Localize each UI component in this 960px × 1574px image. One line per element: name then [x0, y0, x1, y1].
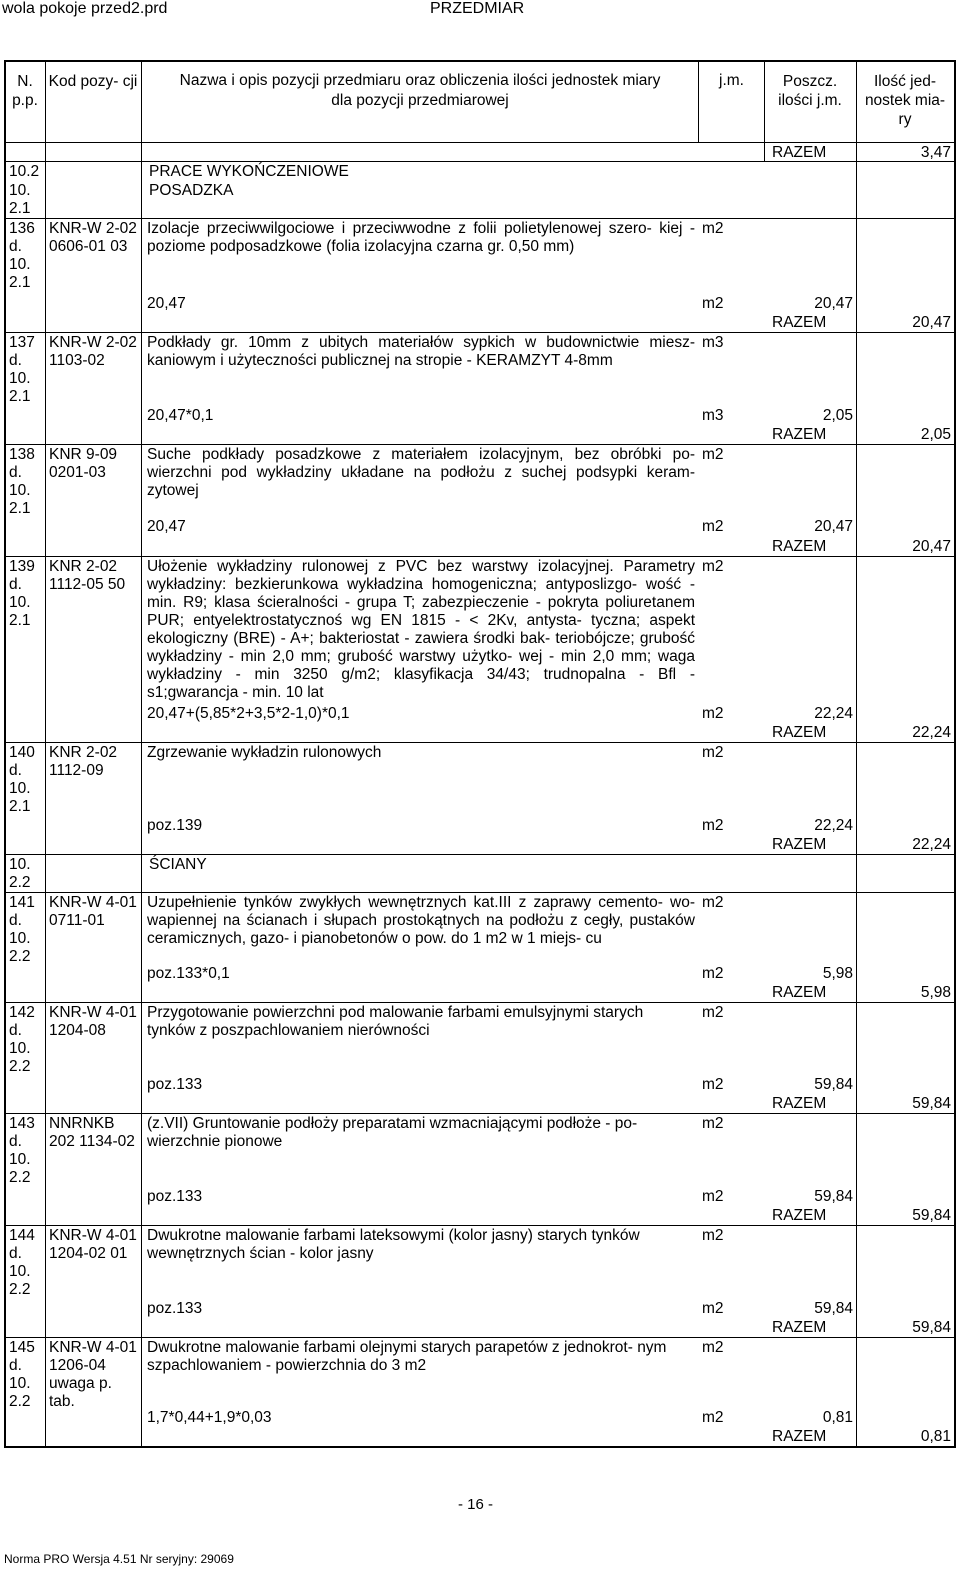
- item-kod: NNRNKB 202 1134-02: [49, 1115, 135, 1150]
- row-divider: [6, 892, 954, 893]
- section-np: 10. 2.2: [9, 856, 31, 891]
- section-np: 10. 2.1: [9, 182, 31, 217]
- item-calc-jm: m2: [702, 965, 724, 982]
- section-title: ŚCIANY: [149, 856, 207, 873]
- item-opis: Zgrzewanie wykładzin rulonowych: [147, 744, 382, 761]
- razem-label: RAZEM: [772, 314, 827, 331]
- item-calc: 20,47+(5,85*2+3,5*2-1,0)*0,1: [147, 705, 350, 722]
- item-opis: Izolacje przeciwwilgociowe i przeciwwodne z folii polietylenowej szero- kiej - poziome podposadzkowe (folia izolacyjna czarna gr. 0,50 mm): [147, 220, 695, 255]
- item-calc-value: 20,47: [814, 518, 853, 535]
- item-kod: KNR 2-02 1112-09: [49, 744, 118, 779]
- item-opis: Dwukrotne malowanie farbami lateksowymi (kolor jasny) starych tynków wewnętrznych ścian - kolor jasny: [147, 1227, 640, 1262]
- header-divider: [6, 142, 954, 143]
- row-divider: [6, 1337, 954, 1338]
- item-calc-jm: m2: [702, 1076, 724, 1093]
- row-divider: [6, 742, 954, 743]
- item-calc-value: 59,84: [814, 1076, 853, 1093]
- razem-label: RAZEM: [772, 1207, 827, 1224]
- razem-label: RAZEM: [772, 836, 827, 853]
- razem-value: 20,47: [912, 538, 951, 555]
- item-kod: KNR 9-09 0201-03: [49, 446, 118, 481]
- col-opis-header: Nazwa i opis pozycji przedmiaru oraz obliczenia ilości jednostek miary: [179, 72, 661, 89]
- item-calc-jm: m2: [702, 705, 724, 722]
- razem-label: RAZEM: [772, 144, 827, 161]
- item-np: 144 d. 10. 2.2: [9, 1227, 35, 1298]
- item-kod: KNR-W 2-02 1103-02: [49, 334, 137, 369]
- item-opis: Uzupełnienie tynków zwykłych wewnętrznych kat.III z zaprawy cemento- wo-wapiennej na ścianach i słupach prostokątnych na podłożu z cegły, pustaków ceramicznych, gazo- i pianobetonów o pow. do 1 m2 w 1 miejs- cu: [147, 894, 695, 947]
- item-np: 145 d. 10. 2.2: [9, 1339, 35, 1410]
- file-name: wola pokoje przed2.prd: [2, 0, 168, 17]
- col-divider: [45, 62, 46, 1446]
- item-calc-value: 22,24: [814, 705, 853, 722]
- razem-divider: [764, 142, 765, 162]
- item-jm: m2: [702, 894, 724, 911]
- item-kod: KNR-W 4-01 1204-02 01: [49, 1227, 137, 1262]
- razem-value: 2,05: [920, 426, 951, 443]
- row-divider: [6, 444, 954, 445]
- razem-label: RAZEM: [772, 426, 827, 443]
- item-calc: poz.133*0,1: [147, 965, 230, 982]
- item-opis: Ułożenie wykładziny rulonowej z PVC bez warstwy izolacyjnej. Parametry wykładziny: bezkierunkowa wykładzina homogeniczna; antyposlizgo- wość - min. R9; klasa ścieralności - grupa T; zabezpieczenie - pokryta poliuretanem PUR; entyelektrostatycznoś wg EN 1815 - < 2Kv, antysta- tyczna; aspekt ekologiczny (BRE) - A+; bakteriostat - zawiera środki bak- teriobójcze; grubość wykładziny - min 2,0 mm; grubość warstwy użytko- wej - min 2,0 mm; waga wykładziny - min 3250 g/m2; klasyfikacja 34/43; trudnopalna - Bfl - s1;gwarancja - min. 10 lat: [147, 558, 695, 701]
- row-divider: [6, 1113, 954, 1114]
- razem-value: 0,81: [920, 1428, 951, 1445]
- item-np: 140 d. 10. 2.1: [9, 744, 35, 815]
- item-opis: Suche podkłady posadzkowe z materiałem izolacyjnym, bez obróbki po- wierzchni pod wykładziny układane na podłożu z suchej podsypki keram- zytowej: [147, 446, 695, 499]
- item-calc-value: 22,24: [814, 817, 853, 834]
- item-kod: KNR-W 2-02 0606-01 03: [49, 220, 137, 255]
- item-calc-jm: m3: [702, 407, 724, 424]
- section-np: 10.2: [9, 163, 40, 180]
- razem-value: 22,24: [912, 724, 951, 741]
- item-calc-jm: m2: [702, 518, 724, 535]
- razem-label: RAZEM: [772, 984, 827, 1001]
- razem-label: RAZEM: [772, 1319, 827, 1336]
- item-calc: 20,47*0,1: [147, 407, 214, 424]
- item-np: 142 d. 10. 2.2: [9, 1004, 35, 1075]
- item-jm: m3: [702, 334, 724, 351]
- item-jm: m2: [702, 1115, 724, 1132]
- item-jm: m2: [702, 220, 724, 237]
- item-calc-jm: m2: [702, 295, 724, 312]
- item-kod: KNR-W 4-01 0711-01: [49, 894, 137, 929]
- razem-value: 20,47: [912, 314, 951, 331]
- item-kod: KNR-W 4-01 1204-08: [49, 1004, 137, 1039]
- item-calc: poz.133: [147, 1188, 203, 1205]
- razem-label: RAZEM: [772, 1428, 827, 1445]
- row-divider: [6, 556, 954, 557]
- estimate-table: [4, 60, 956, 1448]
- razem-label: RAZEM: [772, 1095, 827, 1112]
- item-calc: 20,47: [147, 295, 186, 312]
- row-divider: [6, 1002, 954, 1003]
- row-divider: [6, 854, 954, 855]
- item-calc: poz.133: [147, 1076, 203, 1093]
- document-title: PRZEDMIAR: [430, 0, 525, 17]
- item-kod: KNR 2-02 1112-05 50: [49, 558, 126, 593]
- col-poszcz-header: Poszcz. ilości j.m.: [778, 73, 842, 109]
- item-calc: 20,47: [147, 518, 186, 535]
- razem-value: 5,98: [920, 984, 951, 1001]
- software-info: Norma PRO Wersja 4.51 Nr seryjny: 29069: [4, 1552, 234, 1566]
- item-calc: poz.139: [147, 817, 203, 834]
- item-calc-jm: m2: [702, 817, 724, 834]
- item-jm: m2: [702, 558, 724, 575]
- item-np: 137 d. 10. 2.1: [9, 334, 35, 405]
- col-kod-header: Kod pozy- cji: [48, 73, 138, 90]
- item-calc-value: 59,84: [814, 1188, 853, 1205]
- row-divider: [6, 1225, 954, 1226]
- razem-value: 22,24: [912, 836, 951, 853]
- col-jm-header: j.m.: [719, 72, 744, 89]
- item-jm: m2: [702, 1227, 724, 1244]
- col-ilosc-header: Ilość jed- nostek mia- ry: [864, 73, 946, 128]
- item-jm: m2: [702, 1004, 724, 1021]
- item-calc: poz.133: [147, 1300, 203, 1317]
- item-calc-value: 5,98: [822, 965, 853, 982]
- item-np: 143 d. 10. 2.2: [9, 1115, 35, 1186]
- row-divider: [6, 332, 954, 333]
- item-opis: Podkłady gr. 10mm z ubitych materiałów sypkich w budownictwie miesz- kaniowym i użyteczności publicznej na stropie - KERAMZYT 4-8mm: [147, 334, 695, 369]
- item-np: 141 d. 10. 2.2: [9, 894, 35, 965]
- item-calc-jm: m2: [702, 1300, 724, 1317]
- razem-label: RAZEM: [772, 538, 827, 555]
- row-divider: [6, 218, 954, 219]
- item-kod: KNR-W 4-01 1206-04 uwaga p. tab.: [49, 1339, 137, 1410]
- item-calc-value: 2,05: [822, 407, 853, 424]
- item-calc-value: 0,81: [822, 1409, 853, 1426]
- page-number: - 16 -: [458, 1496, 494, 1513]
- item-calc: 1,7*0,44+1,9*0,03: [147, 1409, 272, 1426]
- item-opis: Dwukrotne malowanie farbami olejnymi starych parapetów z jednokrot- nym szpachlowaniem - powierzchnia do 3 m2: [147, 1339, 667, 1374]
- item-calc-jm: m2: [702, 1409, 724, 1426]
- col-np-header: N. p.p.: [12, 73, 38, 109]
- item-jm: m2: [702, 1339, 724, 1356]
- razem-value: 59,84: [912, 1319, 951, 1336]
- item-np: 136 d. 10. 2.1: [9, 220, 35, 291]
- item-opis: Przygotowanie powierzchni pod malowanie farbami emulsyjnymi starych tynków z poszpachlowaniem nierówności: [147, 1004, 644, 1039]
- col-divider: [141, 62, 142, 1446]
- razem-label: RAZEM: [772, 724, 827, 741]
- item-np: 139 d. 10. 2.1: [9, 558, 35, 629]
- razem-value: 3,47: [920, 144, 951, 161]
- section-title: PRACE WYKOŃCZENIOWE: [149, 163, 349, 180]
- item-calc-value: 20,47: [814, 295, 853, 312]
- section-title: POSADZKA: [149, 182, 234, 199]
- col-opis-header-2: dla pozycji przedmiarowej: [331, 92, 509, 109]
- row-divider: [6, 161, 954, 162]
- razem-value: 59,84: [912, 1207, 951, 1224]
- item-opis: (z.VII) Gruntowanie podłoży preparatami wzmacniającymi podłoże - po- wierzchnie pionowe: [147, 1115, 638, 1150]
- item-calc-value: 59,84: [814, 1300, 853, 1317]
- item-jm: m2: [702, 446, 724, 463]
- col-divider: [856, 62, 857, 1446]
- item-calc-jm: m2: [702, 1188, 724, 1205]
- razem-value: 59,84: [912, 1095, 951, 1112]
- item-jm: m2: [702, 744, 724, 761]
- item-np: 138 d. 10. 2.1: [9, 446, 35, 517]
